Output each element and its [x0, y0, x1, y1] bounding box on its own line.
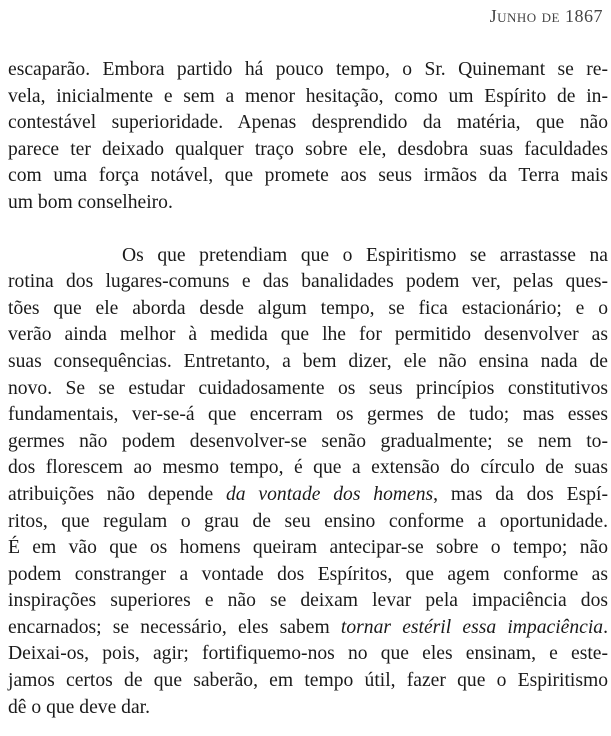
- text-line: suas consequências. Entretanto, a bem dizer, ele não ensina nada de: [8, 350, 608, 372]
- page-body: [8, 57, 608, 721]
- text-line: vela, inicialmente e sem a menor hesitação, como um Espírito de in-: [8, 85, 608, 107]
- text-line: germes não podem desenvolver-se senão gradualmente; se nem to-: [8, 430, 608, 452]
- text-line: com uma força notável, que promete aos seus irmãos da Terra mais: [8, 165, 608, 187]
- running-header: Junho de 1867: [489, 6, 603, 26]
- text-line: É em vão que os homens queiram antecipar-se sobre o tempo; não: [8, 537, 608, 559]
- text-line: tões que ele aborda desde algum tempo, se fica estacionário; e o: [8, 297, 608, 319]
- text-line: dê o que deve dar.: [8, 696, 150, 718]
- text-line-with-emphasis: [8, 615, 608, 642]
- text-line: novo. Se se estudar cuidadosamente os seus princípios constitutivos: [8, 377, 608, 399]
- paragraph-1: [8, 57, 608, 217]
- text-line: um bom conselheiro.: [8, 191, 173, 213]
- text-line: ritos, que regulam o grau de seu ensino conforme a oportunidade.: [8, 510, 608, 532]
- text-line: fundamentais, ver-se-á que encerram os germes de tudo; mas esses: [8, 404, 608, 426]
- italic-phrase: tornar estéril essa impaciência: [340, 616, 604, 638]
- text-line: parece ter deixado qualquer traço sobre ele, desdobra suas faculdades: [8, 138, 608, 160]
- text-line: dos florescem ao mesmo tempo, é que a extensão do círculo de suas: [8, 457, 608, 479]
- text-run: , mas da dos Espí-: [433, 483, 608, 505]
- paragraph-2: [8, 243, 608, 722]
- text-run: .: [603, 616, 608, 638]
- text-line: verão ainda melhor à medida que lhe for permitido desenvolver as: [8, 324, 608, 346]
- text-line: jamos certos de que saberão, em tempo útil, fazer que o Espiritismo: [8, 670, 608, 692]
- text-line: Os que pretendiam que o Espiritismo se arrastasse na: [122, 244, 608, 266]
- text-run: atribuições não depende: [8, 483, 226, 505]
- text-run: encarnados; se necessário, eles sabem: [8, 616, 341, 638]
- text-line: inspirações superiores e não se deixam levar pela impaciência dos: [8, 590, 608, 612]
- text-line: rotina dos lugares-comuns e das banalidades podem ver, pelas ques-: [8, 271, 608, 293]
- italic-phrase: da vontade dos homens: [226, 483, 434, 505]
- text-line: contestável superioridade. Apenas desprendido da matéria, que não: [8, 112, 608, 134]
- text-line: Deixai-os, pois, agir; fortifiquemo-nos no que eles ensinam, e este-: [8, 643, 608, 665]
- text-line: podem constranger a vontade dos Espíritos, que agem conforme as: [8, 563, 608, 585]
- text-line: escaparão. Embora partido há pouco tempo, o Sr. Quinemant se re-: [8, 59, 608, 80]
- paragraph-spacer: [8, 217, 608, 243]
- text-line-with-emphasis: [8, 482, 608, 509]
